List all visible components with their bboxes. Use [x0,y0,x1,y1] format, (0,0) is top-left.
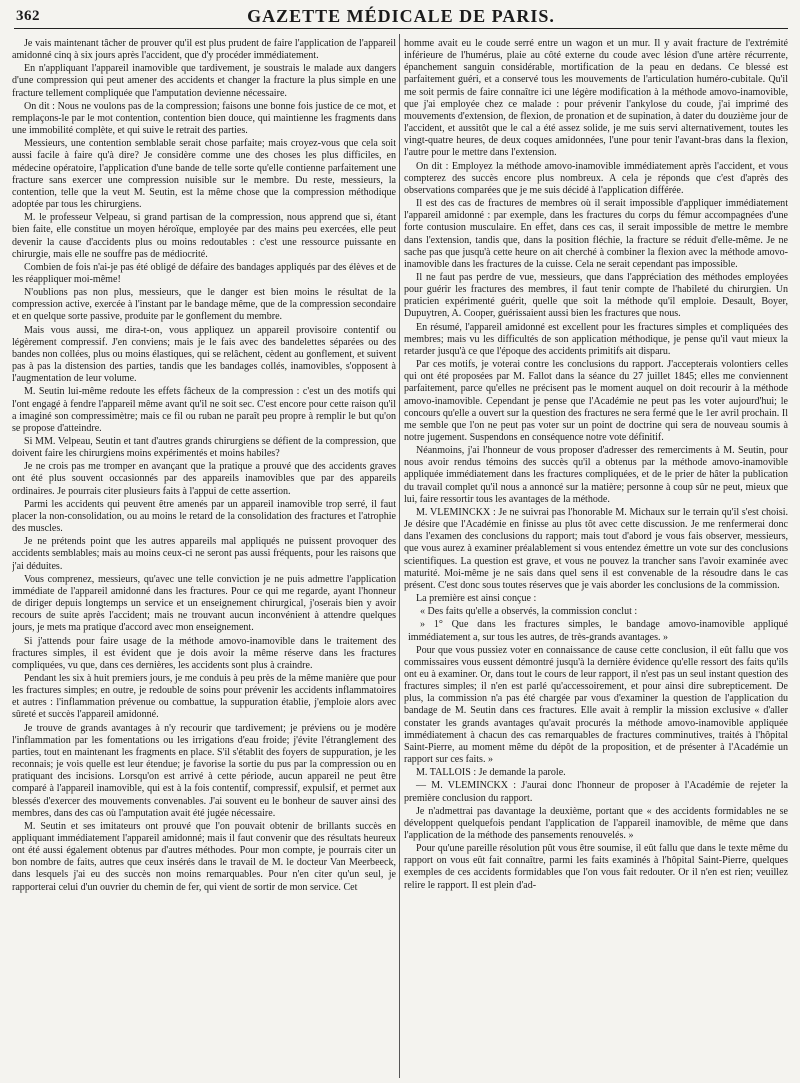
paragraph: Néanmoins, j'ai l'honneur de vous proposer d'adresser des remerciments à M. Seutin, pour nous avoir rendus témoins des succès qu'il a obtenus par la méthode amovo-inamovible appliquée immédiatement dans les fractures compliquées, et de le prier de hâter la publication du travail complet qu'il nous a annoncé sur la matière; personne à coup sûr ne peut, mieux que lui, faire ressortir tous les avantages de la méthode. [404,445,788,505]
paragraph: En résumé, l'appareil amidonné est excellent pour les fractures simples et compliquées des membres; mais vu les difficultés de son application méthodique, je pense qu'il vaut mieux la retarder jusqu'à ce que l'époque des accidents primitifs ait disparu. [404,321,788,357]
paragraph: Pour que vous pussiez voter en connaissance de cause cette conclusion, il eût fallu que vos commissaires vous eussent démontré jusqu'à la dernière évidence qu'elle ressort des faits qu'ils ont eu à examiner. Or, dans tout le cours de leur rapport, il n'est pas un seul instant question des fractures simples; il n'en est parlé qu'accessoirement, et pour ainsi dire subrepticement. De plus, la commission n'a pas été chargée par vous d'examiner la question de l'application du bandage de M. Seutin dans ces fractures. Elle avait à remplir la mission exclusive « d'aller constater les grands avantages qu'avait procurés la méthode amovo-inamovible appliquée immédiatement à chacun des cas remarquables de fractures comminutives, traités à l'hôpital Saint-Pierre, au moment même du dépôt de la proposition, et de présenter à l'Académie un rapport sur ces faits. » [404,644,788,766]
paragraph: Je ne prétends point que les autres appareils mal appliqués ne puissent provoquer des accidents semblables; mais au moins ceux-ci ne seront pas aussi fréquents, pour les raisons que j'ai déduites. [12,536,396,572]
paragraph: Je vais maintenant tâcher de prouver qu'il est plus prudent de faire l'application de l'appareil amidonné cinq à six jours après l'accident, que d'y procéder immédiatement. [12,38,396,62]
paragraph: Mais vous aussi, me dira-t-on, vous appliquez un appareil provisoire contentif ou légèrement compressif. J'en conviens; mais je le fais avec des bandelettes séparées ou des bandes non collées, plus ou moins élastiques, qui se relâchent, cèdent au gonflement, et suivent pas à pas la distension des parties, tandis que les bandages collés, inamovibles, s'opposent à l'augmentation de leur volume. [12,324,396,385]
paragraph: Je ne crois pas me tromper en avançant que la pratique a prouvé que des accidents graves ont été plus souvent occasionnés par des appareils inamovibles que par des appareils ordinaires. Je pourrais citer plusieurs faits à l'appui de cette assertion. [12,461,396,497]
paragraph: En n'appliquant l'appareil inamovible que tardivement, je soustrais le malade aux dangers d'une compression qui peut amener des accidents et changer la fracture la plus simple en une fracture tellement compliquée que l'amputation devienne nécessaire. [12,63,396,99]
paragraph: On dit : Nous ne voulons pas de la compression; faisons une bonne fois justice de ce mot, et remplaçons-le par le mot contention, contention bien douce, qui maintienne les fragments dans une immobilité complète, et qui suive le retrait des parties. [12,100,396,137]
page-header [14,6,788,29]
paragraph: homme avait eu le coude serré entre un wagon et un mur. Il y avait fracture de l'extrémité inférieure de l'humérus, plaie au côté externe du coude avec lésion d'une artère récurrente, épanchement sanguin considérable, mortification de la peau en dedans. Ce blessé est parfaitement guéri, et a conservé tous les mouvements de l'articulation huméro-cubitale. Qu'il me soit permis de faire connaître ici une légère modification à la méthode amovo-inamovible, que j'ai employée chez ce malade : pour prévenir l'ankylose du coude, j'ai imprimé des mouvements d'extension, de flexion, de pronation et de supination, à dater du douzième jour de l'accident, et aussitôt que le cal a été assez solide, je me suis servi alternativement, toutes les vingt-quatre heures, de deux coques amidonnées, l'une pour tenir l'avant-bras dans la flexion, l'autre pour le mettre dans l'extension. [404,38,788,159]
quoted-paragraph: » 1° Que dans les fractures simples, le bandage amovo-inamovible appliqué immédiatement a, sur tous les autres, de très-grands avantages. » [408,619,788,643]
paragraph: M. Seutin et ses imitateurs ont prouvé que l'on pouvait obtenir de brillants succès en appliquant immédiatement l'appareil amidonné; mais il faut convenir que des résultats heureux ont été aussi également obtenus par d'autres méthodes. Pour mon compte, je pourrais citer un bon nombre de faits, autres que ceux insérés dans le travail de M. le docteur Van Meerbeeck, dans lesquels j'ai eu des succès non moins remarquables. Pour n'en citer qu'un seul, je rapporterai celui d'un ouvrier du chemin de fer, qui vient de sortir de mon service. Cet [12,820,396,893]
paragraph: Messieurs, une contention semblable serait chose parfaite; mais croyez-vous que cela soit aussi facile à faire qu'à dire? Je considère comme une des choses les plus difficiles, en médecine opératoire, l'application d'une bande de telle sorte qu'elle contienne parfaitement une fracture sans exercer une compression nuisible sur le membre. Du reste, messieurs, la contention, telle que la veut M. Seutin, est la même chose que la compression méthodique adoptée par tous les chirurgiens. [12,138,396,211]
paragraph: Si j'attends pour faire usage de la méthode amovo-inamovible dans le traitement des fractures simples, il est évident que je dois avoir la même réserve dans les fractures compliquées, vu que, dans ces dernières, les accidents sont plus à craindre. [12,635,396,671]
paragraph: Parmi les accidents qui peuvent être amenés par un appareil inamovible trop serré, il faut placer la non-consolidation, ou au moins le retard de la consolidation des fractures et l'atrophie des muscles. [12,498,396,535]
paragraph: M. Seutin lui-même redoute les effets fâcheux de la compression : c'est un des motifs qui l'ont engagé à fendre l'appareil même avant qu'il ne soit sec. C'est encore pour cette raison qu'il a imaginé son compressimètre; mais ce fil ou ruban ne paraît peu propre à remplir le but qu'on se propose d'atteindre. [12,386,396,434]
paragraph: Par ces motifs, je voterai contre les conclusions du rapport. J'accepterais volontiers celles qui ont été proposées par M. Fallot dans la séance du 27 juillet 1845; elles me conviennent parfaitement, parce qu'elles ne précisent pas le moment auquel on doit recourir à la méthode amovo-inamovible. Cependant je pense que l'Académie ne peut pas les voter aujourd'hui; le concours qu'elle a ouvert sur la question des fractures ne sera fermé que le 1er avril prochain. Il me semble que l'on ne peut pas voter sur un point de doctrine qui sera de nouveau soumis à notre jugement. Suspendons en conséquence notre vote définitif. [404,359,788,443]
paragraph: N'oublions pas non plus, messieurs, que le danger est bien moins le résultat de la compression active, exercée à l'instant par le bandage même, que de la compression secondaire et en quelque sorte passive, produite par le gonflement du membre. [12,287,396,323]
paragraph: Je n'admettrai pas davantage la deuxième, portant que « des accidents formidables ne se développent quelquefois pendant l'application de l'appareil inamovible, de même que dans l'application de la méthode des pansements renouvelés. » [404,805,788,841]
column-divider [399,34,400,1078]
paragraph: Il ne faut pas perdre de vue, messieurs, que dans l'appréciation des méthodes employées pour guérir les fractures des membres, il faut tenir compte de l'habileté du chirurgien. Un praticien expérimenté guérit, quelle que soit la méthode qu'il emploie. Desault, Boyer, Dupuytren, A. Cooper, guérissaient aussi bien les fractures que nous. [404,271,788,320]
paragraph: Je trouve de grands avantages à n'y recourir que tardivement; je préviens ou je modère l'inflammation par les fomentations ou les irrigations d'eau froide; j'évite l'étranglement des parties, tout en maintenant les fragments en place. S'il s'établit des foyers de suppuration, je les reconnais; je vois quelle est leur étendue; je favorise la sortie du pus par la compression ou en pratiquant des incisions. Lorsqu'on est arrivé à cette période, aucun appareil ne peut être comparé à l'appareil inamovible, qui est à la fois contentif, compressif, expulsif, et permet aux blessés d'exercer des mouvements convenables. J'ai souvent eu le bonheur de sauver ainsi des membres, dans des cas où l'amputation avait été jugée nécessaire. [12,722,396,819]
paragraph: Combien de fois n'ai-je pas été obligé de défaire des bandages appliqués par des élèves et de les réappliquer moi-même! [12,261,396,285]
speech-paragraph: M. VLEMINCKX : Je ne suivrai pas l'honorable M. Michaux sur le terrain qu'il s'est choisi. Je désire que l'Académie en finisse au plus tôt avec cette discussion. Je me renfermerai donc dans l'examen des conclusions du rapport; mais tout d'abord je vous fais observer, messieurs, que vous aurez à examiner préalablement si vous entendez émettre un vote sur des conclusions scientifiques. La question est grave, et vous ne pouvez la trancher sans l'avoir examinée avec maturité. Moi-même je ne sais dans quel sens il est convenable de la résoudre dans le cas présent. C'est donc sous toutes réserves que je vais aborder les conclusions de la commission. [404,506,788,591]
paragraph: Vous comprenez, messieurs, qu'avec une telle conviction je ne puis admettre l'application immédiate de l'appareil amidonné dans les fractures. Pour ce qui me regarde, ayant l'honneur de diriger depuis longtemps un service et un enseignement chirurgical, j'oserais bien y avoir recours de suite après l'accident; mais ne trouvant aucun inconvénient à attendre quelques jours, je mets ma pratique d'accord avec mon enseignement. [12,573,396,634]
speech-paragraph: M. TALLOIS : Je demande la parole. [416,767,566,779]
masthead-title: GAZETTE MÉDICALE DE PARIS. [247,6,555,26]
paragraph: On dit : Employez la méthode amovo-inamovible immédiatement après l'accident, et vous compterez des succès encore plus nombreux. A cela je réponds que c'est d'après des observations comparées que je me suis décidé à l'application différée. [404,160,788,196]
paragraph: M. le professeur Velpeau, si grand partisan de la compression, nous apprend que si, étant bien faite, elle constitue un moyen héroïque, employée par des mains peu exercées, elle peut devenir la cause d'accidents plus ou moins redoutables : c'est une ressource puissante en chirurgie, mais elle ne souffre pas de médiocrité. [12,212,396,260]
paragraph: La première est ainsi conçue : [416,593,537,605]
page-number: 362 [16,8,40,24]
paragraph: Pour qu'une pareille résolution pût vous être soumise, il eût fallu que dans le texte même du rapport on vous eût fait connaître, parmi les faits examinés à l'hôpital Saint-Pierre, quelques exemples de ces accidents formidables que l'on vous fait redouter. Or il n'en est rien; veuillez relire le rapport. Il est plein d'ad- [404,843,788,891]
left-column [12,38,396,1078]
paragraph: Si MM. Velpeau, Seutin et tant d'autres grands chirurgiens se défient de la compression, que doivent faire les chirurgiens moins expérimentés et moins habiles? [12,436,396,460]
right-column [404,38,788,1078]
speech-paragraph: — M. VLEMINCKX : J'aurai donc l'honneur de proposer à l'Académie de rejeter la première conclusion du rapport. [404,780,788,804]
paragraph: Pendant les six à huit premiers jours, je me conduis à peu près de la même manière que pour les fractures simples; en outre, je redouble de soins pour prévenir les accidents inflammatoires et autres : l'inflammation prévenue ou combattue, la suppuration établie, j'emploie alors avec sûreté et succès l'appareil amidonné. [12,672,396,721]
paragraph: Il est des cas de fractures de membres où il serait impossible d'appliquer immédiatement l'appareil amidonné : par exemple, dans les fractures du corps du fémur accompagnées d'une forte contusion musculaire. En effet, dans ces cas, il serait impossible de mettre le membre dans l'extension, tandis que, dans la position fléchie, la fracture se réduit d'elle-même. Je ne sache pas que jusqu'à cette heure on ait cherché à combiner la flexion avec la méthode amovo-inamovible dans les fractures de la cuisse. Cela ne serait cependant pas impossible. [404,198,788,270]
quoted-paragraph: « Des faits qu'elle a observés, la commission conclut : [420,606,638,618]
